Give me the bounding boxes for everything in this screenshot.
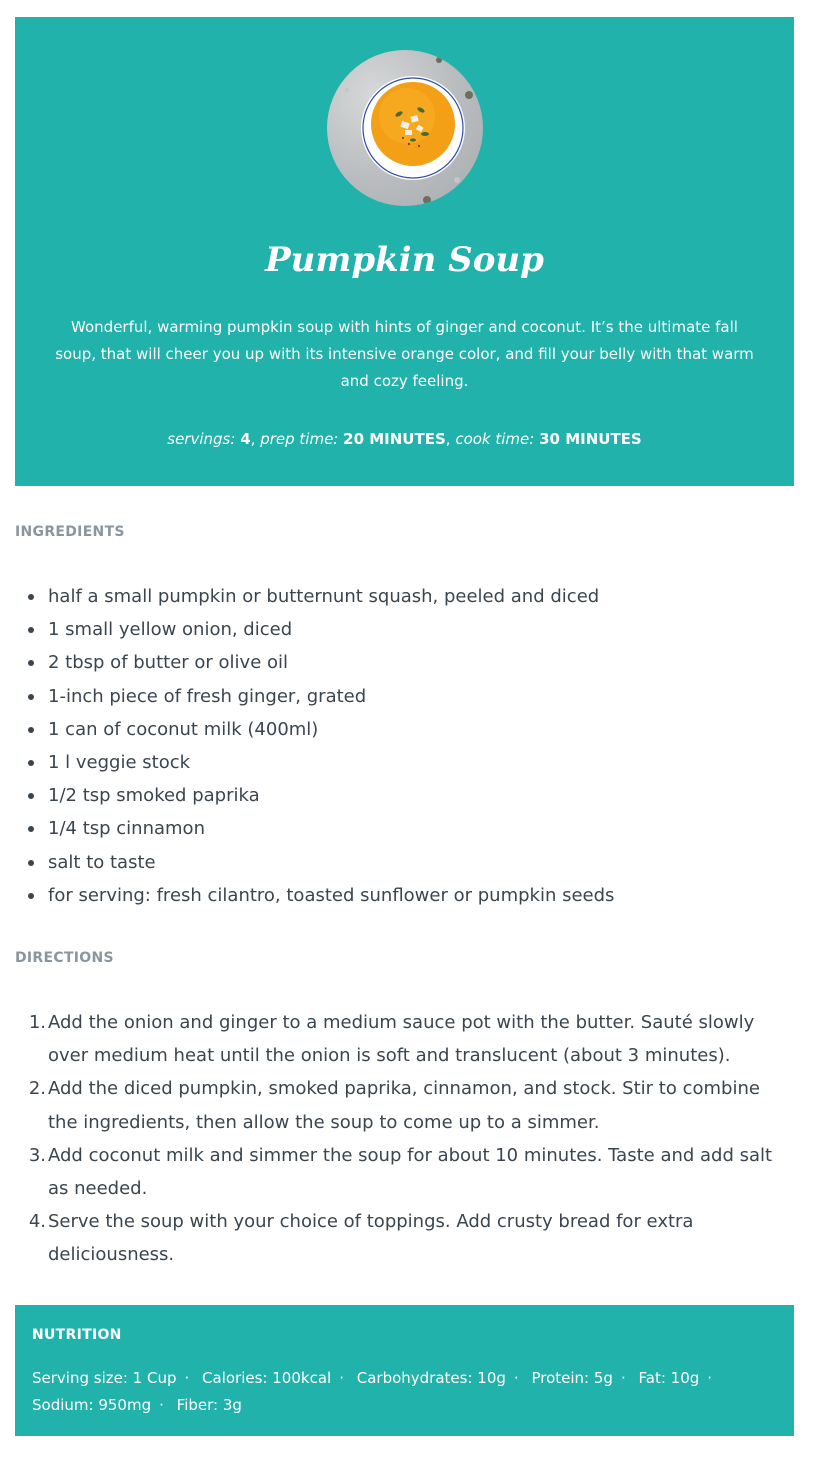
cook-time-label: cook time:: [455, 430, 535, 448]
nutrition-heading: NUTRITION: [32, 1327, 122, 1343]
separator-dot: ·: [184, 1369, 190, 1387]
prep-time-label: prep time:: [260, 430, 339, 448]
ingredient-item: 1 l veggie stock: [48, 746, 798, 779]
recipe-description: Wonderful, warming pumpkin soup with hints of ginger and coconut. It’s the ultimate fall soup, that will cheer you up with its intensive orange color, and fill your belly with that warm and cozy feeling.: [55, 318, 754, 390]
servings-value: 4: [240, 430, 251, 448]
direction-list: [28, 1006, 793, 1272]
ingredient-item: salt to taste: [48, 846, 798, 879]
nutrition-fiber: Fiber: 3g: [176, 1396, 242, 1414]
step-text: Add coconut milk and simmer the soup for about 10 minutes. Taste and add salt as needed.: [48, 1144, 773, 1200]
nutrition-protein: Protein: 5g: [531, 1369, 613, 1387]
separator-dot: ·: [159, 1396, 164, 1414]
recipe-title: Pumpkin Soup: [265, 240, 544, 280]
step-text: Add the diced pumpkin, smoked paprika, cinnamon, and stock. Stir to combine the ingredients, then allow the soup to come up to a simmer.: [48, 1078, 760, 1133]
ingredient-item: 1/4 tsp cinnamon: [48, 812, 798, 845]
nutrition-card: [15, 1305, 794, 1436]
ingredient-item: for serving: fresh cilantro, toasted sunflower or pumpkin seeds: [48, 879, 798, 912]
ingredient-item: 1/2 tsp smoked paprika: [48, 779, 798, 812]
nutrition-fat: Fat: 10g: [638, 1369, 700, 1387]
step-number: 3.: [28, 1144, 46, 1166]
ingredient-item: 1 small yellow onion, diced: [48, 613, 798, 646]
separator-dot: ·: [707, 1369, 713, 1387]
recipe-meta: servings: 4, prep time: 20 MINUTES, cook time: 30 MINUTES: [167, 430, 642, 448]
step-text: Add the onion and ginger to a medium sauce pot with the butter. Sauté slowly over medium heat until the onion is soft and translucent (about 3 minutes).: [48, 1012, 755, 1067]
nutrition-sodium: Sodium: 950mg: [32, 1396, 152, 1414]
ingredient-item: 2 tbsp of butter or olive oil: [48, 646, 798, 679]
ingredient-list: [48, 580, 798, 912]
recipe-header-card: [15, 17, 794, 486]
prep-time-value: 20 MINUTES: [343, 430, 446, 448]
nutrition-carbohydrates: Carbohydrates: 10g: [356, 1369, 506, 1387]
ingredient-item: 1-inch piece of fresh ginger, grated: [48, 680, 798, 713]
pumpkin-soup-bowl-icon: [327, 50, 483, 206]
servings-label: servings:: [167, 430, 236, 448]
direction-step: [28, 1006, 793, 1072]
direction-step: [28, 1072, 793, 1138]
ingredient-item: 1 can of coconut milk (400ml): [48, 713, 798, 746]
direction-step: [28, 1205, 793, 1271]
directions-heading: DIRECTIONS: [15, 950, 114, 966]
step-number: 1.: [28, 1012, 46, 1033]
step-text: Serve the soup with your choice of toppings. Add crusty bread for extra deliciousness.: [48, 1211, 694, 1266]
direction-step: [28, 1139, 793, 1205]
step-number: 2.: [28, 1078, 46, 1100]
separator-dot: ·: [513, 1369, 519, 1387]
cook-time-value: 30 MINUTES: [539, 430, 642, 448]
ingredient-item: half a small pumpkin or butternunt squash, peeled and diced: [48, 580, 798, 613]
pumpkin-soup-image: [327, 50, 483, 206]
nutrition-facts: [32, 1365, 777, 1419]
ingredients-heading: INGREDIENTS: [15, 524, 125, 540]
nutrition-serving-size: Serving size: 1 Cup: [32, 1369, 177, 1387]
separator-dot: ·: [620, 1369, 626, 1387]
step-number: 4.: [28, 1211, 46, 1233]
separator-dot: ·: [339, 1369, 344, 1387]
nutrition-calories: Calories: 100kcal: [202, 1369, 332, 1387]
